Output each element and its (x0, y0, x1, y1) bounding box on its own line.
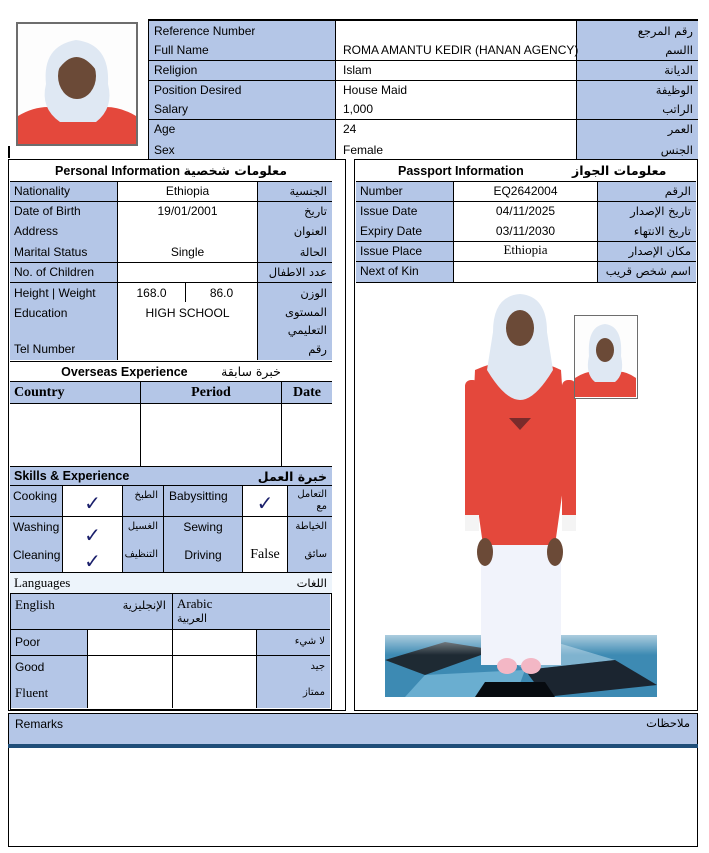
personal-label-ar-tel: رقم (308, 342, 327, 356)
skill-check-washing[interactable]: ✓ (84, 525, 101, 547)
personal-label-ar-nationality: الجنسية (289, 184, 327, 198)
language-arabic: Arabic (177, 596, 213, 611)
language-level-ar-fluent: ممتاز (302, 687, 325, 698)
skill-label-ar-babysitting: التعامل مع (297, 489, 327, 512)
header-label-full-name: Full Name (154, 43, 209, 57)
header-label-position: Position Desired (154, 83, 242, 97)
skill-label-ar-driving: سائق (304, 549, 327, 560)
overseas-title-en: Overseas Experience (61, 365, 188, 379)
passport-label-issue-date: Issue Date (360, 204, 418, 218)
skill-label-babysitting: Babysitting (169, 489, 228, 503)
overseas-col-date: Date (293, 385, 321, 400)
passport-info-title-en: Passport Information (398, 164, 524, 178)
overseas-table (10, 381, 332, 467)
skill-label-washing: Washing (13, 520, 60, 534)
skill-label-ar-cleaning: التنظيف (124, 549, 158, 560)
personal-label-nationality: Nationality (14, 184, 71, 198)
header-label-religion: Religion (154, 63, 198, 77)
passport-info-title (356, 161, 696, 181)
personal-label-height-weight: Height | Weight (14, 286, 96, 300)
personal-info-title (10, 161, 332, 181)
skill-value-driving[interactable]: False (250, 547, 280, 562)
header-value-sex: Female (343, 143, 384, 157)
personal-value-education: HIGH SCHOOL (145, 306, 230, 320)
personal-value-height: 168.0 (136, 286, 167, 300)
header-label-ar-reference-number: رقم المرجع (637, 24, 693, 38)
english-poor-cell[interactable] (89, 631, 171, 654)
remarks-header (8, 713, 698, 745)
language-english: English (15, 597, 55, 612)
personal-label-address: Address (14, 224, 59, 238)
passport-value-issue-place: Ethiopia (503, 242, 548, 257)
language-english-ar: الإنجليزية (122, 598, 166, 612)
personal-value-marital-status: Single (170, 245, 205, 259)
passport-label-next-of-kin: Next of Kin (360, 264, 419, 278)
personal-info-table (10, 181, 332, 360)
header-value-age: 24 (343, 122, 357, 136)
personal-label-dob: Date of Birth (14, 204, 81, 218)
header-value-salary: 1,000 (343, 102, 374, 116)
header-value-religion: Islam (343, 63, 372, 77)
portrait-photo (16, 22, 138, 146)
passport-label-ar-next-of-kin: اسم شخص قريب (605, 264, 691, 278)
skill-label-cleaning: Cleaning (13, 548, 61, 562)
skill-label-ar-cooking: الطبخ (134, 490, 158, 501)
personal-label-education: Education (14, 306, 68, 320)
passport-label-issue-place: Issue Place (360, 244, 423, 258)
inset-portrait-photo (574, 315, 638, 399)
passport-info-title-ar: معلومات الجواز (572, 163, 667, 178)
skill-label-cooking: Cooking (13, 489, 58, 503)
skills-title-ar: خبرة العمل (257, 469, 327, 484)
arabic-good-fluent-cell[interactable] (174, 657, 255, 707)
languages-header (10, 573, 332, 593)
skill-check-babysitting[interactable]: ✓ (256, 493, 274, 515)
passport-value-expiry-date: 03/11/2030 (495, 224, 556, 238)
personal-value-nationality: Ethiopia (165, 184, 210, 198)
remarks-label: Remarks (15, 717, 64, 731)
personal-info-title-en: Personal Information (55, 164, 181, 178)
languages-table (10, 593, 332, 710)
skills-table (10, 486, 332, 572)
personal-label-children: No. of Children (14, 265, 95, 279)
language-level-poor: Poor (15, 635, 41, 649)
passport-label-number: Number (360, 184, 403, 198)
header-label-ar-full-name: االسم (665, 43, 693, 57)
overseas-title-ar: خبرة سابقة (221, 364, 281, 379)
header-label-ar-position: الوظيفة (655, 83, 693, 97)
header-value-position: House Maid (343, 83, 408, 97)
header-label-sex: Sex (154, 143, 175, 157)
personal-value-dob: 19/01/2001 (157, 204, 218, 218)
arabic-poor-cell[interactable] (174, 631, 255, 654)
language-level-ar-poor: لا شيء (294, 636, 325, 647)
passport-label-ar-expiry-date: تاريخ الانتهاء (633, 224, 691, 238)
header-label-ar-salary: الراتب (662, 102, 693, 116)
skills-header (10, 467, 332, 486)
personal-label-ar-address: العنوان (293, 224, 327, 238)
skill-label-sewing: Sewing (183, 520, 223, 534)
skill-label-driving: Driving (184, 548, 222, 562)
remarks-label-ar: ملاحظات (646, 716, 690, 730)
passport-info-table (356, 181, 696, 282)
personal-label-ar-children: عدد الاطفال (268, 265, 327, 279)
language-level-fluent: Fluent (15, 685, 49, 700)
personal-label-tel: Tel Number (14, 342, 76, 356)
person-portrait-icon (18, 24, 136, 144)
skills-title-en: Skills & Experience (14, 469, 130, 483)
passport-label-ar-number: الرقم (664, 184, 691, 198)
language-level-good: Good (15, 660, 45, 674)
header-label-salary: Salary (154, 102, 189, 116)
remarks-body[interactable] (8, 748, 698, 847)
skill-check-cooking[interactable]: ✓ (84, 493, 101, 515)
left-border-stub (8, 146, 10, 158)
header-label-reference-number: Reference Number (154, 24, 256, 38)
overseas-col-period: Period (191, 385, 231, 400)
overseas-col-country: Country (14, 385, 65, 400)
personal-label-ar-education: المستوى (284, 305, 327, 319)
header-label-ar-sex: الجنس (660, 143, 693, 157)
languages-title-en: Languages (14, 575, 71, 590)
passport-label-ar-issue-date: تاريخ الإصدار (630, 204, 691, 218)
header-label-age: Age (154, 122, 176, 136)
person-portrait-small-icon (575, 316, 636, 397)
header-value-full-name: ROMA AMANTU KEDIR (HANAN AGENCY) (343, 43, 579, 57)
personal-label-ar-marital: الحالة (299, 245, 327, 259)
personal-info-title-ar: معلومات شخصية (183, 163, 287, 178)
passport-value-issue-date: 04/11/2025 (495, 204, 556, 218)
personal-label-ar-dob: تاريخ (304, 204, 327, 218)
english-good-fluent-cell[interactable] (89, 657, 171, 707)
skill-label-ar-sewing: الخياطة (295, 521, 327, 532)
personal-value-weight: 86.0 (209, 286, 234, 300)
languages-title-ar: اللغات (296, 576, 327, 590)
passport-value-number: EQ2642004 (493, 184, 558, 198)
overseas-title (10, 361, 332, 381)
passport-label-ar-issue-place: مكان الإصدار (628, 244, 691, 258)
language-level-ar-good: جيد (310, 661, 325, 672)
header-label-ar-age: العمر (667, 122, 693, 136)
passport-label-expiry-date: Expiry Date (360, 224, 423, 238)
personal-label-ar-weight: الوزن (300, 286, 327, 300)
personal-label-marital-status: Marital Status (14, 245, 88, 259)
language-arabic-ar: العربية (177, 612, 208, 625)
personal-label-ar-education-2: التعليمي (287, 323, 327, 337)
skill-label-ar-washing: الغسيل (127, 521, 158, 532)
header-table (148, 19, 698, 159)
skill-check-cleaning[interactable]: ✓ (84, 551, 101, 573)
header-label-ar-religion: الديانة (664, 63, 693, 77)
